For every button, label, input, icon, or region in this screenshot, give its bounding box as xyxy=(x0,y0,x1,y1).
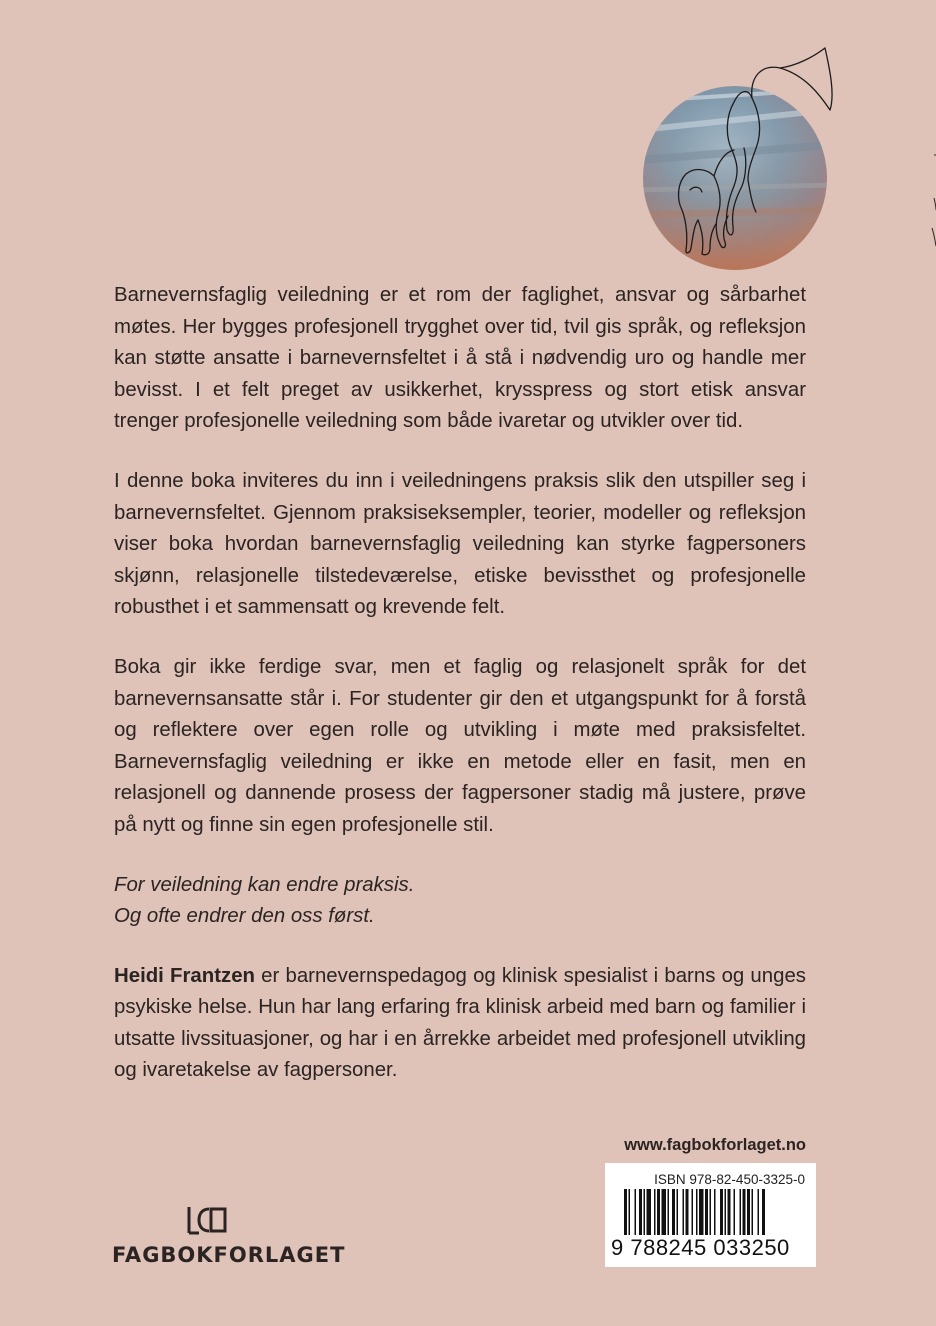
paragraph-3: Boka gir ikke ferdige svar, men et faglig og relasjonelt språk for det barnevernsansatte står i. For studenter gir den et utgangspunkt for å forstå og reflektere over egen rolle og utvikling i møte med praksisfeltet. Barnevernsfaglig veiledning er ikke en metode eller en fasit, men en relasjonell og dannende prosess der fagpersoner stadig må justere, prøve på nytt og finne sin egen profesjonelle stil. xyxy=(114,655,806,836)
publisher-logo xyxy=(112,1205,346,1275)
barcode-panel xyxy=(605,1163,816,1267)
isbn-label: ISBN 978-82-450-3325-0 xyxy=(654,1172,805,1187)
back-cover-text xyxy=(114,280,806,1087)
paragraph-1: Barnevernsfaglig veiledning er et rom der faglighet, ansvar og sårbarhet møtes. Her bygges profesjonell trygghet over tid, tvil gis språk, og refleksjon kan støtte ansatte i barnevernsfeltet i å stå i nødvendig uro og handle mer bevisst. I et felt preget av usikkerhet, krysspress og stort etisk ansvar trenger profesjonelle veiledning som både ivaretar og utvikler over tid. xyxy=(114,284,806,433)
author-bio-text: er barnevernspedagog og klinisk spesialist i barns og unges psykiske helse. Hun har lang erfaring fra klinisk arbeid med barn og familier i utsatte livssituasjoner, og har i en årrekke arbeidet med profesjonell utvikling og ivaretakelse av fagpersoner. xyxy=(114,964,806,1082)
publisher-website[interactable]: www.fagbokforlaget.no xyxy=(624,1136,806,1154)
paragraph-2: I denne boka inviteres du inn i veiledningens praksis slik den utspiller seg i barnevernsfeltet. Gjennom praksiseksempler, teorier, modeller og refleksjon viser boka hvordan barnevernsfaglig veiledning kan styrke fagpersoners skjønn, relasjonelle tilstedeværelse, etiske bevissthet og profesjonelle robusthet i et sammensatt og krevende felt. xyxy=(114,469,806,619)
quote-line-1: For veiledning kan endre praksis. xyxy=(114,873,415,896)
book-logo-icon xyxy=(185,1205,229,1237)
closing-quote xyxy=(114,870,806,933)
author-bio xyxy=(114,961,806,1087)
quote-line-2: Og ofte endrer den oss først. xyxy=(114,905,375,928)
publisher-wordmark: FAGBOKFORLAGET xyxy=(112,1243,346,1267)
author-name: Heidi Frantzen xyxy=(114,964,255,987)
spine-edge-marks xyxy=(926,150,936,250)
elephant-illustration xyxy=(630,40,840,270)
barcode-digits: 9 788245 033250 xyxy=(611,1235,790,1260)
